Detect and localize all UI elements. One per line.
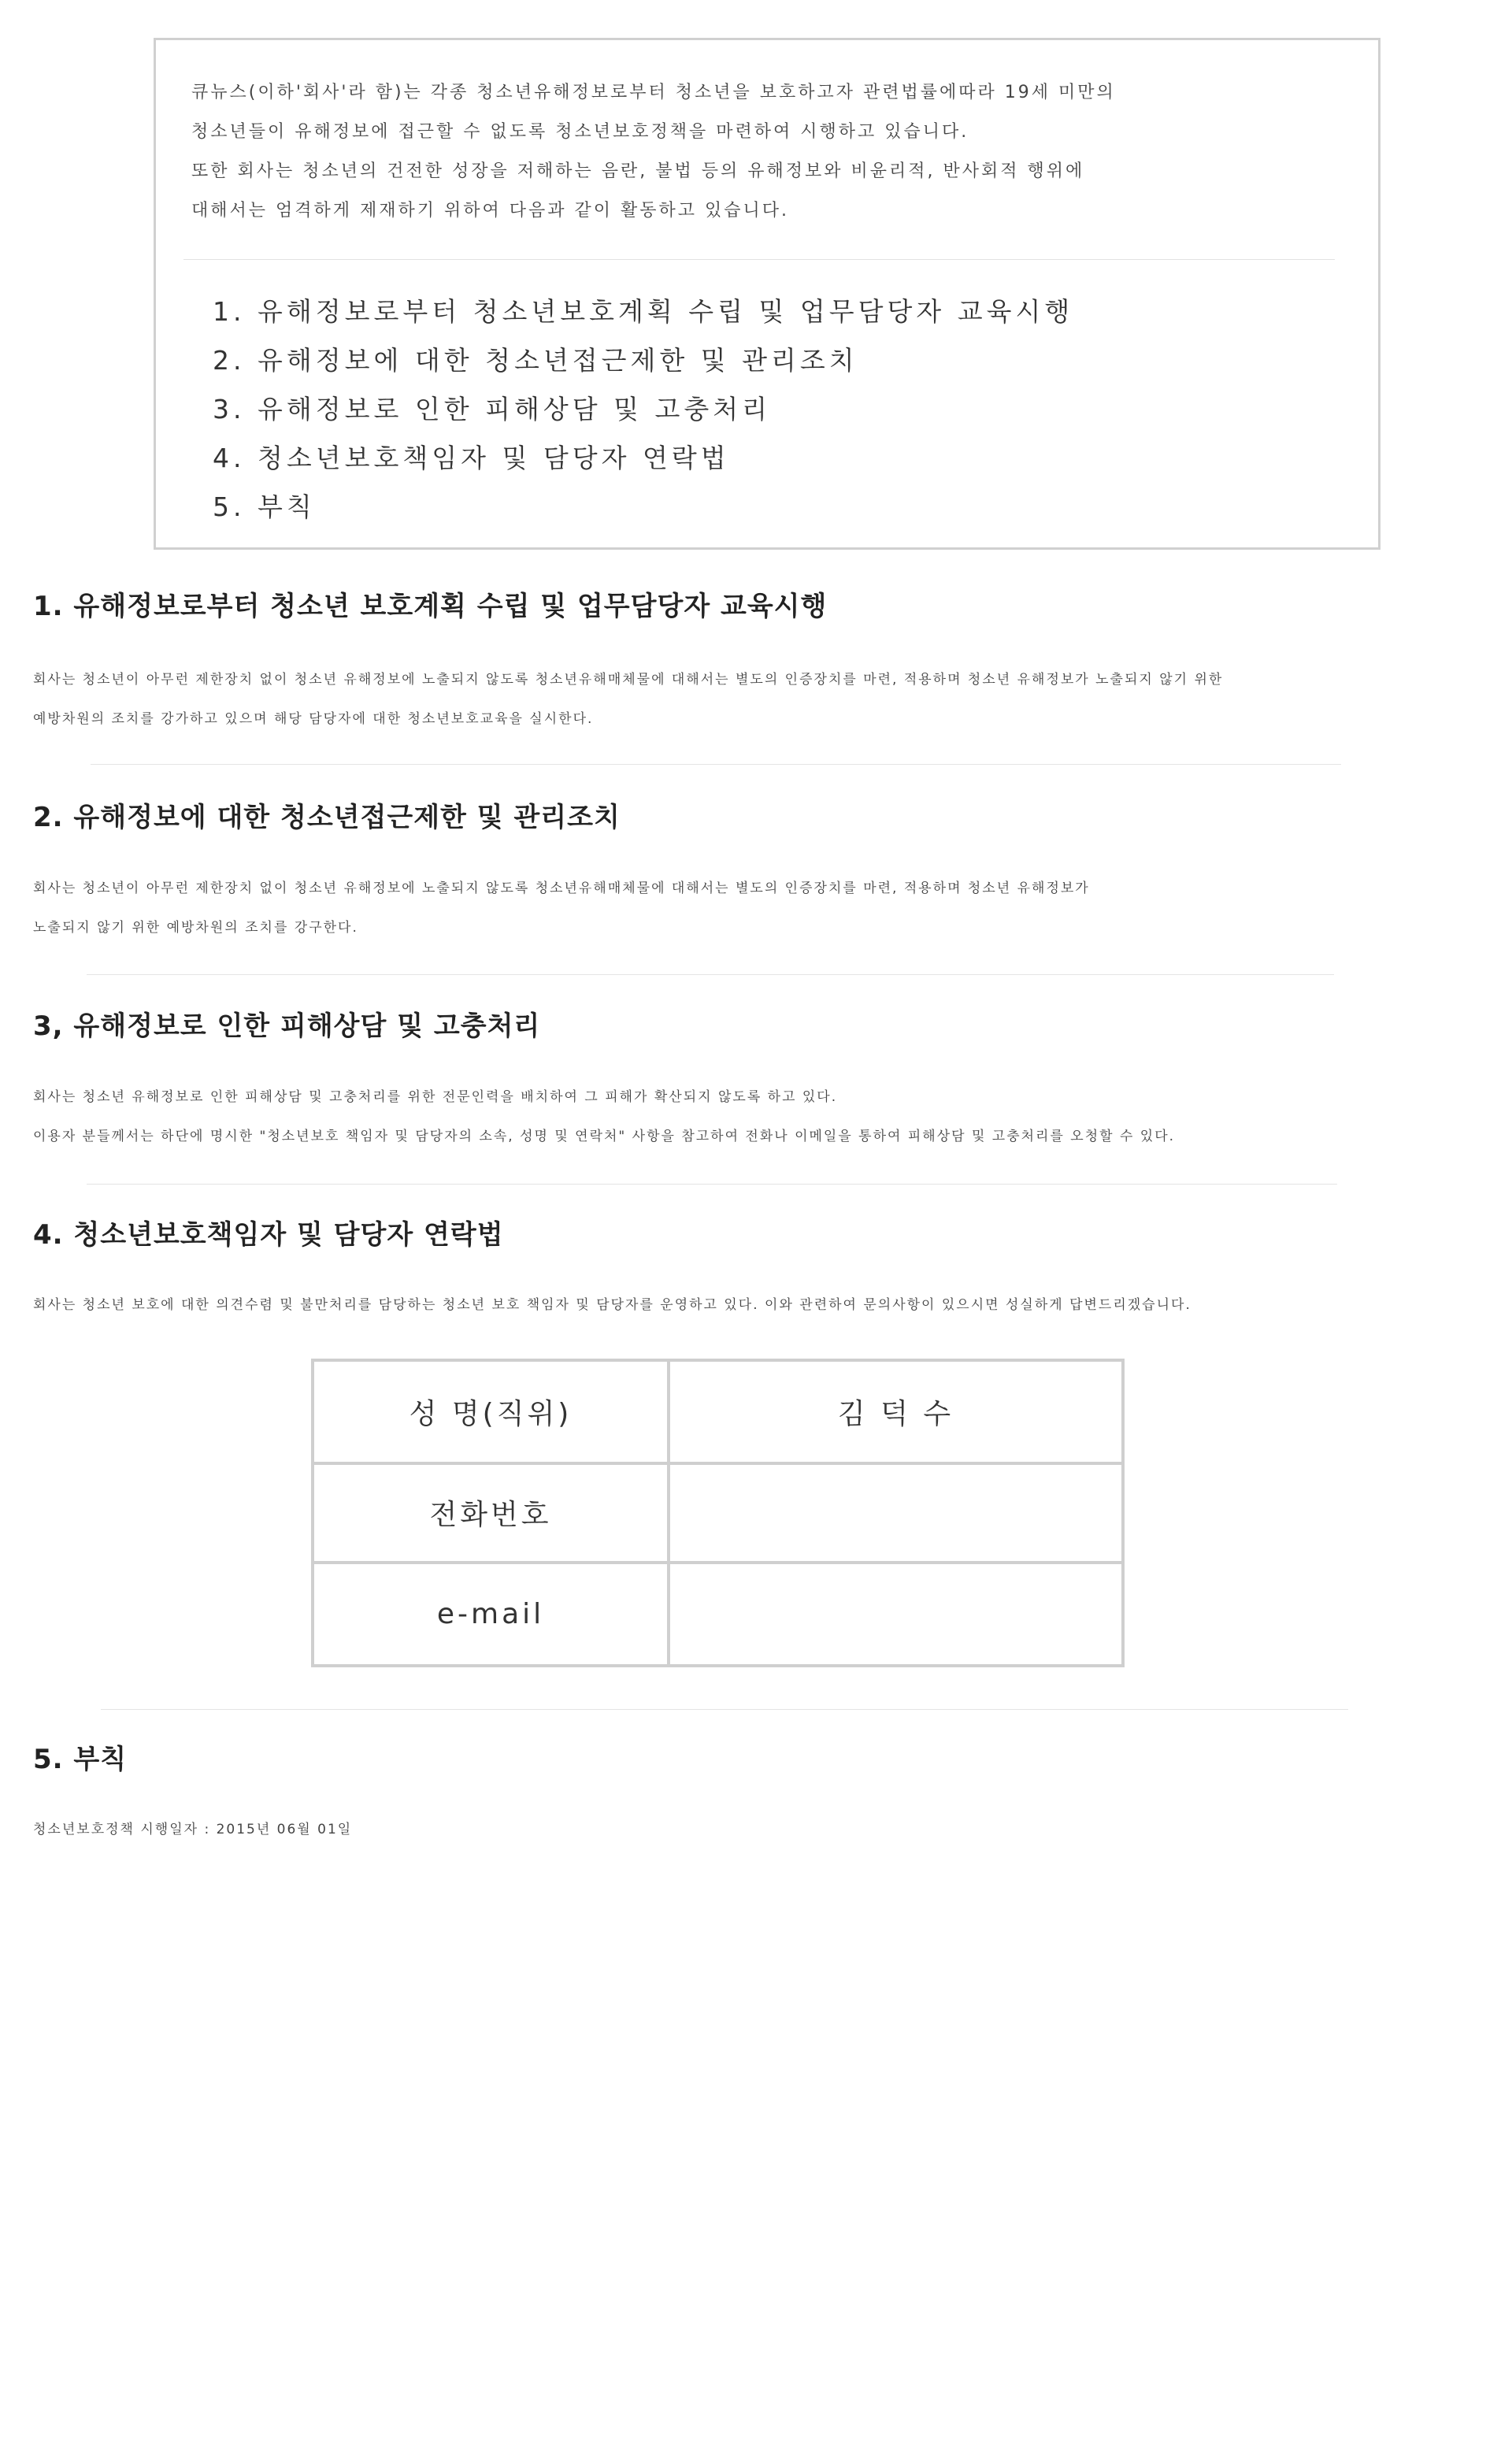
section-divider: [87, 1184, 1337, 1185]
section-line: 노출되지 않기 위한 예방차원의 조치를 강구한다.: [33, 920, 358, 936]
section-body-1: [33, 660, 1451, 739]
phone-value-cell: [669, 1463, 1123, 1562]
section-line: 회사는 청소년이 아무런 제한장치 없이 청소년 유해정보에 노출되지 않도록 청소년유해매체물에 대해서는 별도의 인증장치를 마련, 적용하며 청소년 유해정보가: [33, 881, 1090, 896]
intro-box: [154, 38, 1380, 550]
section-divider: [87, 974, 1334, 975]
effective-date-text: 청소년보호정책 시행일자 : 2015년 06월 01일: [33, 1822, 353, 1837]
section-divider: [101, 1709, 1348, 1710]
contact-table: [311, 1359, 1125, 1667]
section-body-2: [33, 869, 1451, 947]
intro-paragraph: [191, 73, 1341, 231]
section-line: 예방차원의 조치를 강가하고 있으며 해당 담당자에 대한 청소년보호교육을 실시한다.: [33, 711, 594, 727]
table-of-contents: [213, 287, 1073, 532]
table-row: [313, 1563, 1123, 1666]
intro-divider: [183, 259, 1335, 260]
section-title-1: 1. 유해정보로부터 청소년 보호계획 수립 및 업무담당자 교육시행: [33, 591, 828, 622]
email-value-cell[interactable]: [669, 1563, 1123, 1666]
section-title-3: 3, 유해정보로 인한 피해상담 및 고충처리: [33, 1010, 541, 1042]
table-row: [313, 1463, 1123, 1562]
section-body-5: [33, 1810, 1451, 1849]
section-title-5: 5. 부칙: [33, 1744, 128, 1775]
section-line: 이용자 분들께서는 하단에 명시한 "청소년보호 책임자 및 담당자의 소속, 성명 및 연락처" 사항을 참고하여 전화나 이메일을 통하여 피해상담 및 고충처리를 오청할 수 있다.: [33, 1129, 1176, 1144]
table-row: [313, 1360, 1123, 1463]
intro-line: 대해서는 엄격하게 제재하기 위하여 다음과 같이 활동하고 있습니다.: [191, 201, 790, 221]
section-body-3: [33, 1077, 1451, 1156]
section-line: 회사는 청소년 유해정보로 인한 피해상담 및 고충처리를 위한 전문인력을 배치하여 그 피해가 확산되지 않도록 하고 있다.: [33, 1089, 838, 1105]
email-label-cell: e-mail: [313, 1563, 669, 1666]
section-body-4: [33, 1285, 1451, 1325]
section-title-2: 2. 유해정보에 대한 청소년접근제한 및 관리조치: [33, 802, 621, 833]
section-line: 회사는 청소년 보호에 대한 의견수렴 및 불만처리를 담당하는 청소년 보호 책임자 및 담당자를 운영하고 있다. 이와 관련하여 문의사항이 있으시면 성실하게 답변드리겠습니다.: [33, 1297, 1191, 1313]
intro-line: 또한 회사는 청소년의 건전한 성장을 저해하는 음란, 불법 등의 유해정보와 비윤리적, 반사회적 행위에: [191, 161, 1085, 181]
toc-item-2[interactable]: 2. 유해정보에 대한 청소년접근제한 및 관리조치: [213, 345, 858, 376]
name-label-cell: 성 명(직위): [313, 1360, 669, 1463]
toc-item-3[interactable]: 3. 유해정보로 인한 피해상담 및 고충처리: [213, 394, 771, 425]
section-line: 회사는 청소년이 아무런 제한장치 없이 청소년 유해정보에 노출되지 않도록 청소년유해매체물에 대해서는 별도의 인증장치를 마련, 적용하며 청소년 유해정보가 노출되지 않기 위한: [33, 672, 1224, 688]
toc-item-4[interactable]: 4. 청소년보호책임자 및 담당자 연락법: [213, 443, 730, 473]
section-title-4: 4. 청소년보호책임자 및 담당자 연락법: [33, 1219, 504, 1251]
phone-label-cell: 전화번호: [313, 1463, 669, 1562]
toc-item-1[interactable]: 1. 유해정보로부터 청소년보호계획 수립 및 업무담당자 교육시행: [213, 296, 1074, 327]
intro-line: 큐뉴스(이하'회사'라 함)는 각종 청소년유해정보로부터 청소년을 보호하고자 관련법률에따라 19세 미만의: [191, 83, 1116, 102]
toc-item-5[interactable]: 5. 부칙: [213, 491, 316, 522]
section-divider: [91, 764, 1341, 765]
name-value-cell: 김 덕 수: [669, 1360, 1123, 1463]
intro-line: 청소년들이 유해정보에 접근할 수 없도록 청소년보호정책을 마련하여 시행하고 있습니다.: [191, 122, 969, 142]
